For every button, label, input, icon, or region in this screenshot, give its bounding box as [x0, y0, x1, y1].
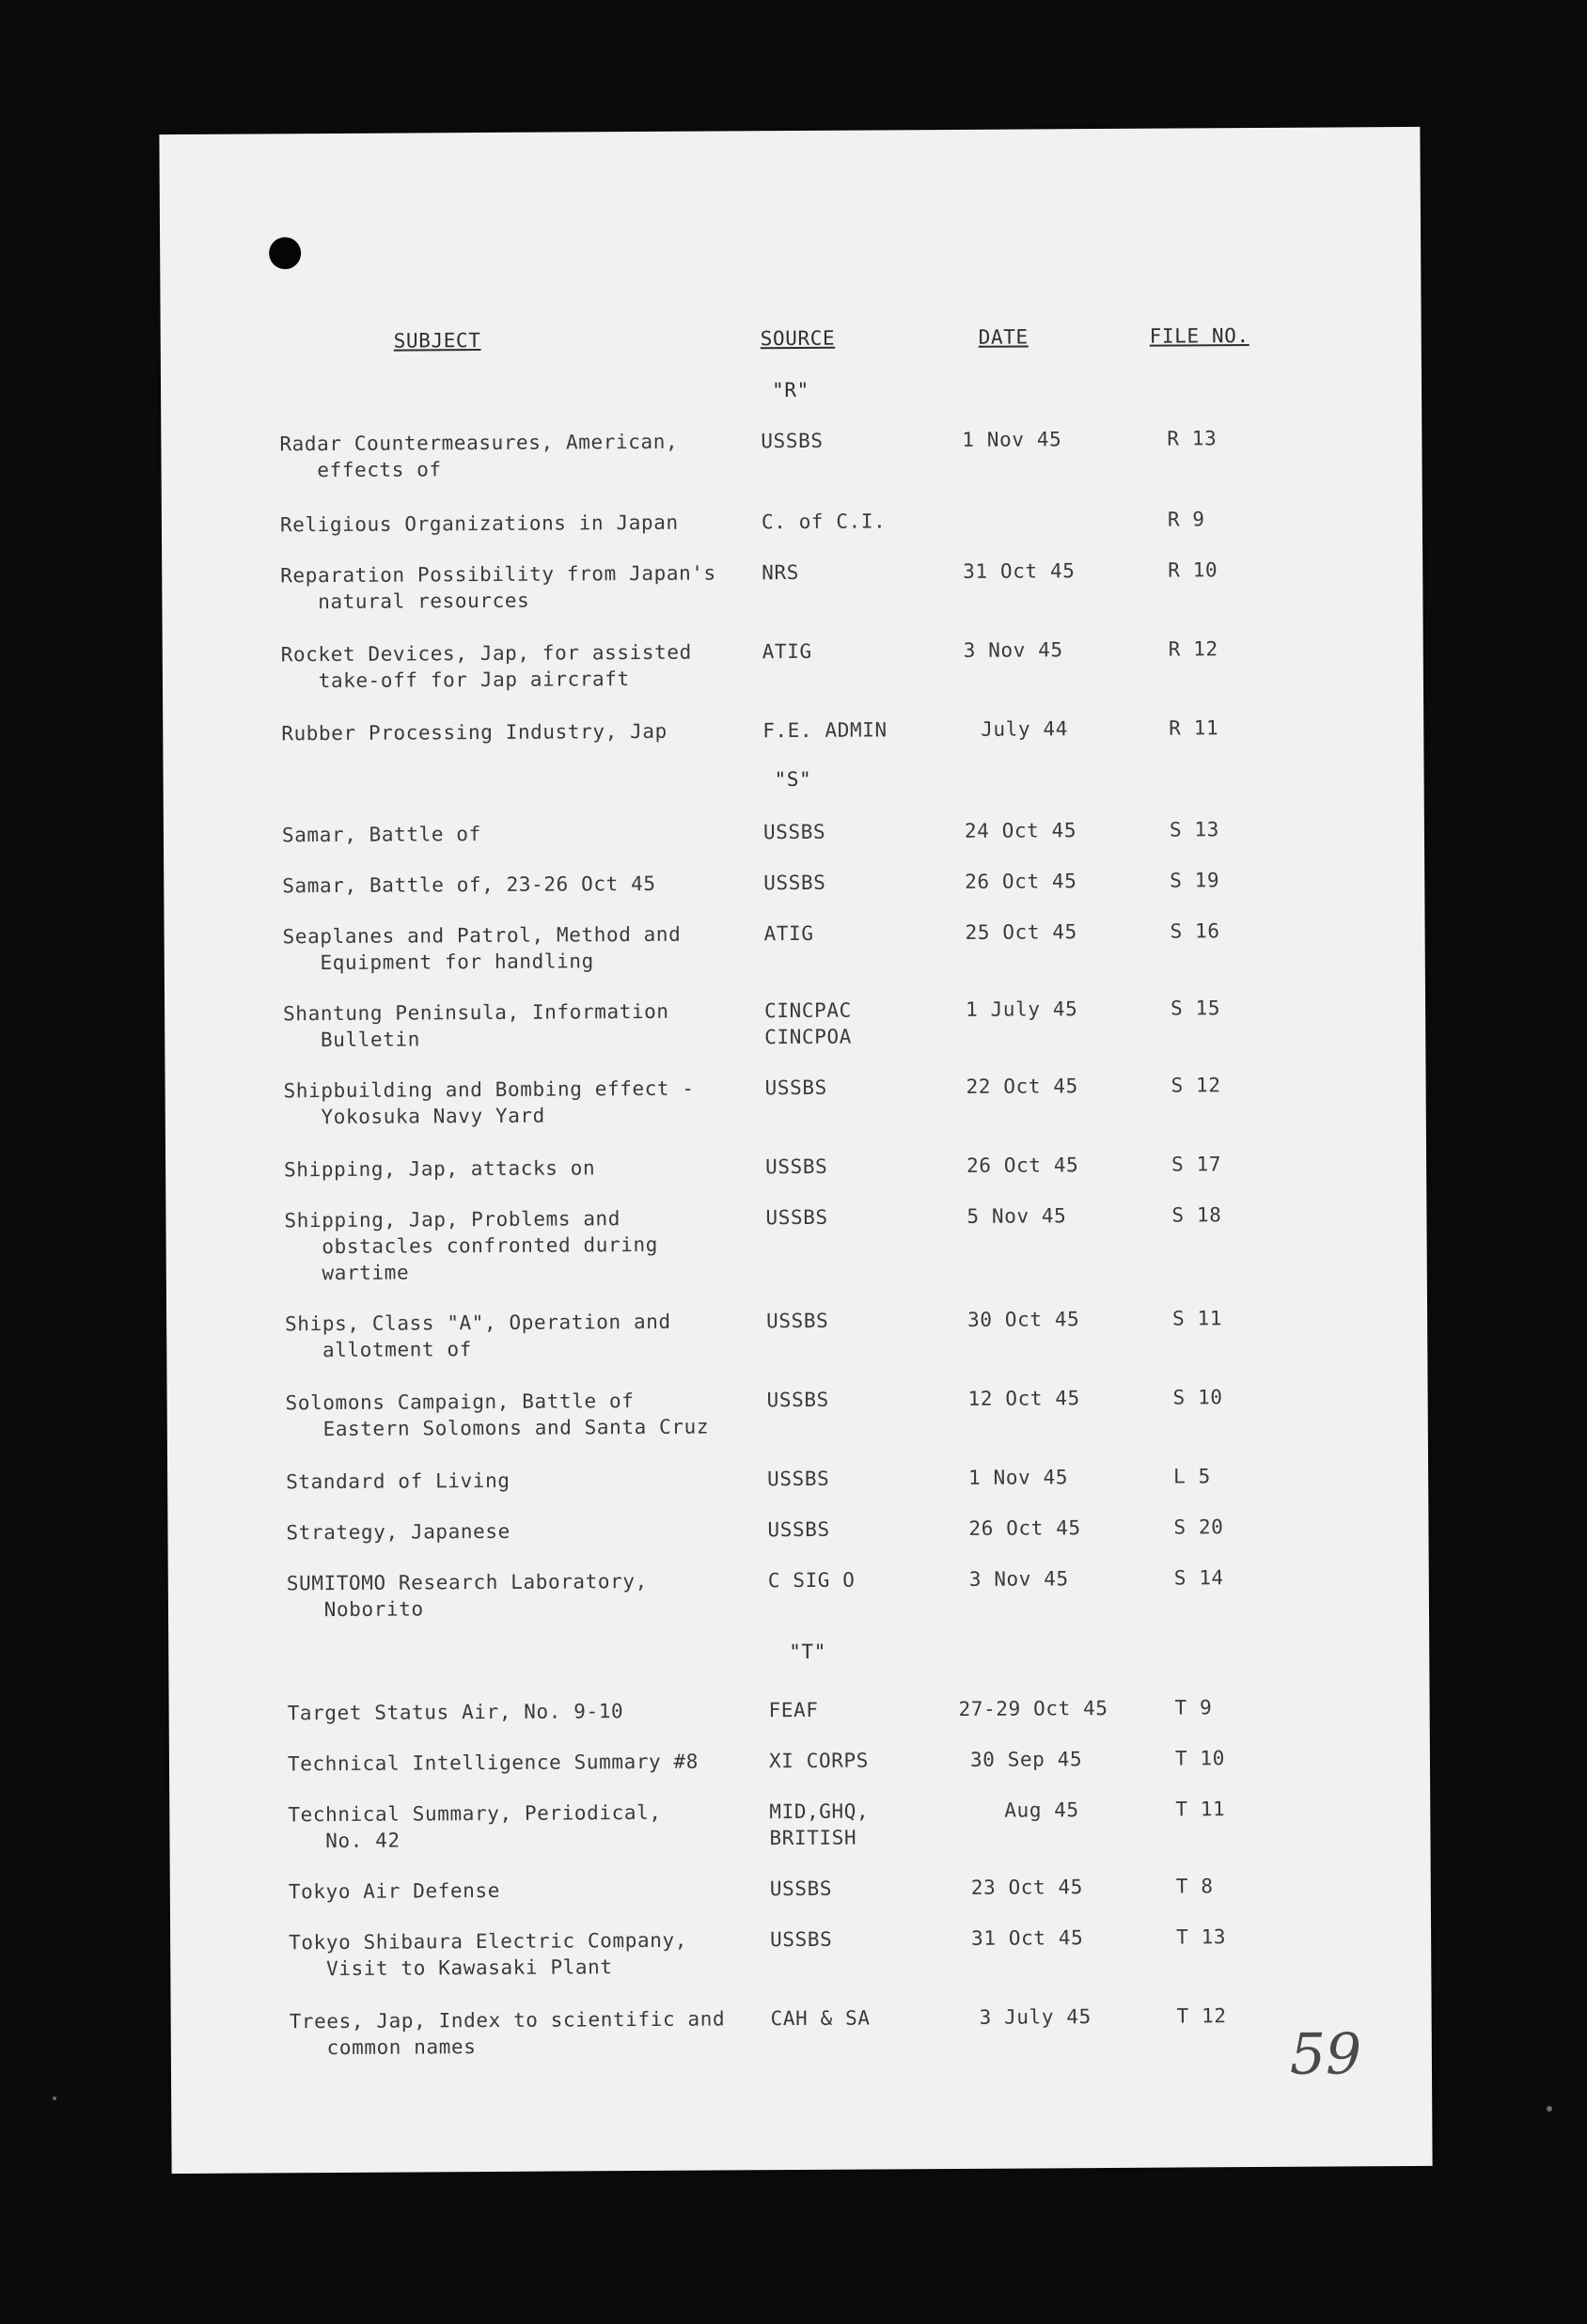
- entry-subject: Rubber Processing Industry, Jap: [281, 719, 668, 746]
- entry-subject: Reparation Possibility from Japan's natural resources: [280, 561, 716, 614]
- entry-source: C. of C.I.: [761, 510, 887, 534]
- entry-source: USSBS: [764, 1076, 827, 1100]
- entry-file-no: T 13: [1176, 1925, 1227, 1949]
- entry-source: FEAF: [768, 1698, 819, 1722]
- entry-date: 26 Oct 45: [965, 870, 1077, 893]
- header-file-no: FILE NO.: [1149, 324, 1249, 348]
- entry-subject: Religious Organizations in Japan: [279, 510, 679, 537]
- scan-speck: [1547, 2106, 1552, 2112]
- entry-file-no: S 19: [1170, 869, 1220, 892]
- entry-date: 3 July 45: [979, 2005, 1092, 2029]
- scan-speck: [53, 2096, 56, 2100]
- header-date: DATE: [978, 325, 1029, 349]
- entry-file-no: L 5: [1173, 1465, 1211, 1488]
- entry-file-no: S 13: [1169, 818, 1219, 841]
- entry-source: MID,GHQ, BRITISH: [769, 1799, 870, 1850]
- entry-source: USSBS: [769, 1876, 833, 1901]
- entry-source: C SIG O: [767, 1568, 856, 1593]
- entry-date: 23 Oct 45: [970, 1876, 1084, 1899]
- entry-source: F.E. ADMIN: [762, 718, 888, 743]
- entry-source: XI CORPS: [768, 1749, 869, 1773]
- entry-source: CAH & SA: [770, 2006, 871, 2031]
- entry-date: 3 Nov 45: [963, 638, 1063, 662]
- section-letter: "S": [774, 767, 812, 792]
- entry-subject: Samar, Battle of: [281, 823, 481, 847]
- entry-source: USSBS: [766, 1309, 829, 1333]
- entry-source: ATIG: [762, 639, 812, 664]
- document-page: [159, 127, 1432, 2174]
- page-number: 59: [1289, 2021, 1362, 2088]
- entry-source: NRS: [762, 560, 800, 585]
- entry-source: USSBS: [770, 1927, 833, 1952]
- entry-date: 12 Oct 45: [967, 1387, 1080, 1410]
- entry-file-no: R 13: [1167, 427, 1218, 450]
- section-letter: "T": [789, 1640, 827, 1664]
- entry-date: Aug 45: [1004, 1798, 1079, 1822]
- entry-subject: Trees, Jap, Index to scientific and common names: [289, 2007, 726, 2060]
- entry-date: 31 Oct 45: [971, 1926, 1084, 1950]
- entry-date: 22 Oct 45: [966, 1075, 1078, 1098]
- entry-file-no: S 15: [1171, 997, 1221, 1020]
- entry-source: ATIG: [763, 921, 814, 946]
- header-source: SOURCE: [760, 326, 836, 351]
- entry-date: 1 Nov 45: [962, 428, 1062, 451]
- entry-subject: Radar Countermeasures, American, effects of: [279, 430, 679, 482]
- entry-date: 27-29 Oct 45: [958, 1696, 1108, 1720]
- entry-subject: Strategy, Japanese: [286, 1519, 511, 1545]
- entry-date: 30 Sep 45: [969, 1748, 1083, 1771]
- entry-subject: Target Status Air, No. 9-10: [287, 1700, 624, 1725]
- entry-file-no: R 10: [1168, 558, 1218, 582]
- entry-subject: Standard of Living: [286, 1468, 511, 1494]
- entry-subject: Solomons Campaign, Battle of Eastern Solomons and Santa Cruz: [285, 1390, 710, 1441]
- entry-source: USSBS: [766, 1388, 829, 1412]
- entry-source: USSBS: [767, 1467, 830, 1491]
- entry-subject: Ships, Class "A", Operation and allotment of: [285, 1310, 671, 1362]
- entry-source: USSBS: [767, 1517, 830, 1542]
- entry-source: USSBS: [762, 820, 826, 844]
- entry-file-no: S 11: [1172, 1307, 1223, 1330]
- punch-hole: [269, 237, 301, 269]
- entry-date: 24 Oct 45: [964, 819, 1077, 842]
- entry-file-no: T 11: [1175, 1798, 1226, 1821]
- entry-file-no: S 18: [1171, 1203, 1222, 1227]
- entry-date: 5 Nov 45: [966, 1204, 1067, 1228]
- header-subject: SUBJECT: [393, 329, 481, 353]
- entry-subject: Seaplanes and Patrol, Method and Equipment for handling: [282, 922, 682, 975]
- entry-subject: Tokyo Shibaura Electric Company, Visit to Kawasaki Plant: [289, 1928, 687, 1981]
- entry-subject: Shantung Peninsula, Information Bulletin: [283, 999, 669, 1052]
- entry-date: 31 Oct 45: [963, 559, 1076, 583]
- entry-subject: Shipbuilding and Bombing effect - Yokosuka Navy Yard: [283, 1076, 695, 1129]
- entry-subject: Shipping, Jap, Problems and obstacles confronted during wartime: [284, 1207, 658, 1285]
- entry-file-no: R 9: [1167, 508, 1205, 531]
- section-letter: "R": [771, 378, 809, 402]
- entry-source: CINCPAC CINCPOA: [764, 998, 853, 1049]
- entry-subject: Technical Intelligence Summary #8: [287, 1750, 699, 1776]
- entry-file-no: S 16: [1170, 919, 1220, 943]
- entry-date: 26 Oct 45: [966, 1154, 1079, 1177]
- entry-file-no: S 20: [1173, 1515, 1224, 1539]
- entry-file-no: S 17: [1171, 1153, 1222, 1176]
- entry-subject: SUMITOMO Research Laboratory, Noborito: [286, 1569, 648, 1622]
- entry-date: 3 Nov 45: [968, 1567, 1069, 1591]
- entry-source: USSBS: [763, 871, 826, 895]
- entry-date: 26 Oct 45: [968, 1516, 1081, 1540]
- entry-subject: Technical Summary, Periodical, No. 42: [288, 1800, 662, 1853]
- entry-subject: Tokyo Air Defense: [288, 1878, 501, 1904]
- entry-file-no: R 11: [1169, 716, 1219, 740]
- entry-date: 1 Nov 45: [968, 1466, 1069, 1489]
- entry-subject: Rocket Devices, Jap, for assisted take-off for Jap aircraft: [280, 640, 692, 693]
- entry-file-no: S 14: [1173, 1566, 1224, 1590]
- entry-file-no: S 10: [1172, 1386, 1223, 1409]
- entry-file-no: R 12: [1168, 637, 1218, 661]
- entry-source: USSBS: [765, 1205, 828, 1230]
- entry-subject: Shipping, Jap, attacks on: [284, 1156, 596, 1182]
- entry-date: 30 Oct 45: [967, 1308, 1080, 1331]
- entry-file-no: T 12: [1176, 2004, 1227, 2028]
- entry-date: July 44: [981, 717, 1069, 741]
- entry-file-no: T 10: [1174, 1747, 1226, 1770]
- entry-file-no: T 9: [1174, 1696, 1213, 1719]
- entry-source: USSBS: [765, 1154, 828, 1179]
- entry-date: 1 July 45: [966, 997, 1078, 1021]
- entry-source: USSBS: [761, 429, 824, 453]
- entry-subject: Samar, Battle of, 23-26 Oct 45: [282, 872, 656, 898]
- entry-date: 25 Oct 45: [965, 920, 1077, 944]
- entry-file-no: S 12: [1171, 1074, 1221, 1097]
- entry-file-no: T 8: [1175, 1875, 1214, 1898]
